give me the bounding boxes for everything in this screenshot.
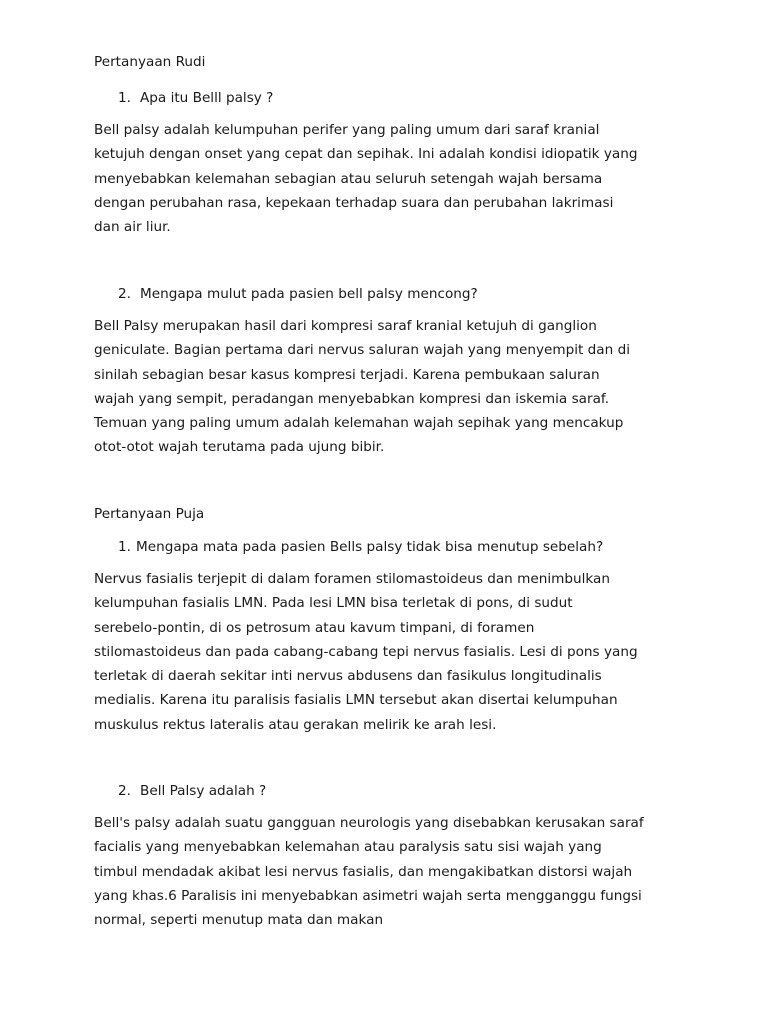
answer-line: facialis yang menyebabkan kelemahan atau paralysis satu sisi wajah yang bbox=[94, 839, 602, 856]
answer-line: Bell Palsy merupakan hasil dari kompresi saraf kranial ketujuh di ganglion bbox=[94, 318, 597, 334]
question-text: Mengapa mulut pada pasien bell palsy mencong? bbox=[140, 286, 478, 302]
answer-line: kelumpuhan fasialis LMN. Pada lesi LMN bisa terletak di pons, di sudut bbox=[94, 595, 573, 612]
question-text: Apa itu Belll palsy ? bbox=[140, 90, 274, 106]
question-number: 2. bbox=[118, 286, 131, 302]
answer-line: stilomastoideus dan pada cabang-cabang tepi nervus fasialis. Lesi di pons yang bbox=[94, 643, 638, 660]
question-number: 2. bbox=[118, 783, 131, 799]
answer-line: serebelo-pontin, di os petrosum atau kavum timpani, di foramen bbox=[94, 619, 535, 636]
answer-line: wajah yang sempit, peradangan menyebabkan kompresi dan iskemia saraf. bbox=[94, 390, 610, 407]
question-number: 1. bbox=[118, 90, 131, 106]
section-heading-rudi: Pertanyaan Rudi bbox=[94, 54, 206, 70]
question-text: Bell Palsy adalah ? bbox=[140, 783, 267, 799]
answer-line: Temuan yang paling umum adalah kelemahan wajah sepihak yang mencakup bbox=[94, 415, 624, 432]
answer-paragraph bbox=[94, 314, 694, 460]
answer-line: dengan perubahan rasa, kepekaan terhadap suara dan perubahan lakrimasi bbox=[94, 194, 614, 211]
answer-line: Bell palsy adalah kelumpuhan perifer yang paling umum dari saraf kranial bbox=[94, 122, 600, 138]
answer-line: terletak di daerah sekitar inti nervus abdusens dan fasikulus longitudinalis bbox=[94, 668, 602, 685]
answer-line: geniculate. Bagian pertama dari nervus saluran wajah yang menyempit dan di bbox=[94, 342, 630, 359]
answer-line: yang khas.6 Paralisis ini menyebabkan asimetri wajah serta mengganggu fungsi bbox=[94, 887, 642, 904]
answer-line: muskulus rektus lateralis atau gerakan melirik ke arah lesi. bbox=[94, 716, 497, 733]
answer-line: menyebabkan kelemahan sebagian atau seluruh setengah wajah bersama bbox=[94, 170, 603, 187]
answer-paragraph bbox=[94, 118, 694, 239]
question-number: 1. bbox=[118, 539, 131, 555]
answer-line: Nervus fasialis terjepit di dalam foramen stilomastoideus dan menimbulkan bbox=[94, 571, 610, 587]
answer-line: ketujuh dengan onset yang cepat dan sepihak. Ini adalah kondisi idiopatik yang bbox=[94, 146, 638, 163]
answer-paragraph bbox=[94, 567, 694, 737]
answer-line: dan air liur. bbox=[94, 219, 171, 236]
answer-line: timbul mendadak akibat lesi nervus fasialis, dan mengakibatkan distorsi wajah bbox=[94, 863, 633, 880]
section-heading-puja: Pertanyaan Puja bbox=[94, 506, 205, 522]
answer-line: otot-otot wajah terutama pada ujung bibir. bbox=[94, 439, 385, 456]
answer-line: Bell's palsy adalah suatu gangguan neurologis yang disebabkan kerusakan saraf bbox=[94, 815, 644, 831]
answer-line: sinilah sebagian besar kasus kompresi terjadi. Karena pembukaan saluran bbox=[94, 366, 600, 383]
answer-line: normal, seperti menutup mata dan makan bbox=[94, 912, 384, 929]
answer-paragraph bbox=[94, 811, 694, 932]
answer-line: medialis. Karena itu paralisis fasialis LMN tersebut akan disertai kelumpuhan bbox=[94, 692, 618, 709]
question-text: Mengapa mata pada pasien Bells palsy tidak bisa menutup sebelah? bbox=[136, 539, 604, 555]
